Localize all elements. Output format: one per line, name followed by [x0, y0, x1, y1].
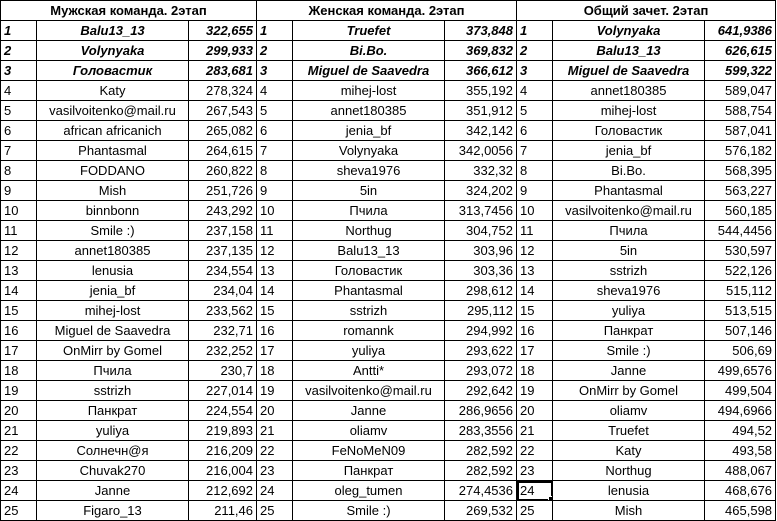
men-score-cell[interactable]: 265,082 — [189, 121, 257, 141]
women-player-cell[interactable]: oliamv — [293, 421, 445, 441]
table-row — [1, 321, 776, 341]
men-rank-cell[interactable]: 22 — [1, 441, 37, 461]
overall-score-cell[interactable]: 515,112 — [705, 281, 776, 301]
overall-score-cell[interactable]: 507,146 — [705, 321, 776, 341]
women-rank-cell[interactable]: 14 — [257, 281, 293, 301]
overall-rank-cell[interactable]: 16 — [517, 321, 553, 341]
women-score-cell[interactable]: 369,832 — [445, 41, 517, 61]
women-rank-cell[interactable]: 13 — [257, 261, 293, 281]
women-player-cell[interactable]: yuliya — [293, 341, 445, 361]
men-score-cell[interactable]: 234,554 — [189, 261, 257, 281]
men-score-cell[interactable]: 243,292 — [189, 201, 257, 221]
men-player-cell[interactable]: Janne — [37, 481, 189, 501]
women-score-cell[interactable]: 324,202 — [445, 181, 517, 201]
men-rank-cell[interactable]: 6 — [1, 121, 37, 141]
men-score-cell[interactable]: 251,726 — [189, 181, 257, 201]
overall-score-cell[interactable]: 493,58 — [705, 441, 776, 461]
overall-rank-cell[interactable]: 13 — [517, 261, 553, 281]
men-player-cell[interactable]: Smile :) — [37, 221, 189, 241]
overall-rank-cell[interactable]: 6 — [517, 121, 553, 141]
men-score-cell[interactable]: 227,014 — [189, 381, 257, 401]
overall-score-cell[interactable]: 587,041 — [705, 121, 776, 141]
overall-rank-cell[interactable]: 23 — [517, 461, 553, 481]
women-player-cell[interactable]: sstrizh — [293, 301, 445, 321]
men-rank-cell[interactable]: 24 — [1, 481, 37, 501]
overall-rank-cell[interactable]: 15 — [517, 301, 553, 321]
overall-player-cell[interactable]: Головастик — [553, 121, 705, 141]
women-rank-cell[interactable]: 19 — [257, 381, 293, 401]
table-row — [1, 261, 776, 281]
men-score-cell[interactable]: 283,681 — [189, 61, 257, 81]
table-row — [1, 461, 776, 481]
men-player-cell[interactable]: Volynyaka — [37, 41, 189, 61]
overall-rank-cell[interactable]: 18 — [517, 361, 553, 381]
overall-rank-cell[interactable]: 21 — [517, 421, 553, 441]
overall-player-cell[interactable]: Miguel de Saavedra — [553, 61, 705, 81]
section-header-women[interactable]: Женская команда. 2этап — [257, 1, 517, 21]
overall-rank-cell[interactable]: 19 — [517, 381, 553, 401]
overall-rank-cell[interactable]: 20 — [517, 401, 553, 421]
overall-player-cell[interactable]: sstrizh — [553, 261, 705, 281]
men-score-cell[interactable]: 234,04 — [189, 281, 257, 301]
men-player-cell[interactable]: Mish — [37, 181, 189, 201]
men-score-cell[interactable]: 237,158 — [189, 221, 257, 241]
men-player-cell[interactable]: OnMirr by Gomel — [37, 341, 189, 361]
men-score-cell[interactable]: 219,893 — [189, 421, 257, 441]
section-header-overall[interactable]: Общий зачет. 2этап — [517, 1, 776, 21]
table-row — [1, 301, 776, 321]
women-rank-cell[interactable]: 11 — [257, 221, 293, 241]
table-row — [1, 181, 776, 201]
table-row — [1, 221, 776, 241]
women-score-cell[interactable]: 303,36 — [445, 261, 517, 281]
overall-player-cell[interactable]: Панкрат — [553, 321, 705, 341]
overall-score-cell[interactable]: 488,067 — [705, 461, 776, 481]
women-score-cell[interactable]: 274,4536 — [445, 481, 517, 501]
overall-player-cell[interactable]: oliamv — [553, 401, 705, 421]
women-rank-cell[interactable]: 17 — [257, 341, 293, 361]
overall-player-cell[interactable]: mihej-lost — [553, 101, 705, 121]
women-score-cell[interactable]: 373,848 — [445, 21, 517, 41]
overall-rank-cell[interactable]: 11 — [517, 221, 553, 241]
overall-player-cell[interactable]: Katy — [553, 441, 705, 461]
women-rank-cell[interactable]: 15 — [257, 301, 293, 321]
women-player-cell[interactable]: Antti* — [293, 361, 445, 381]
table-row — [1, 501, 776, 521]
overall-player-cell[interactable]: Volynyaka — [553, 21, 705, 41]
table-row — [1, 241, 776, 261]
women-rank-cell[interactable]: 22 — [257, 441, 293, 461]
overall-score-cell[interactable]: 589,047 — [705, 81, 776, 101]
table-row — [1, 121, 776, 141]
men-rank-cell[interactable]: 11 — [1, 221, 37, 241]
overall-rank-cell[interactable]: 2 — [517, 41, 553, 61]
overall-player-cell[interactable]: lenusia — [553, 481, 705, 501]
men-rank-cell[interactable]: 17 — [1, 341, 37, 361]
women-score-cell[interactable]: 332,32 — [445, 161, 517, 181]
overall-player-cell[interactable]: Northug — [553, 461, 705, 481]
table-row — [1, 61, 776, 81]
women-player-cell[interactable]: FeNoMeN09 — [293, 441, 445, 461]
overall-score-cell[interactable]: 499,504 — [705, 381, 776, 401]
women-player-cell[interactable]: Smile :) — [293, 501, 445, 521]
men-rank-cell[interactable]: 12 — [1, 241, 37, 261]
women-score-cell[interactable]: 366,612 — [445, 61, 517, 81]
overall-score-cell[interactable]: 494,52 — [705, 421, 776, 441]
women-rank-cell[interactable]: 16 — [257, 321, 293, 341]
overall-player-cell[interactable]: Bi.Bo. — [553, 161, 705, 181]
women-score-cell[interactable]: 286,9656 — [445, 401, 517, 421]
overall-player-cell[interactable]: sheva1976 — [553, 281, 705, 301]
men-player-cell[interactable]: Figaro_13 — [37, 501, 189, 521]
overall-score-cell[interactable]: 530,597 — [705, 241, 776, 261]
women-player-cell[interactable]: Janne — [293, 401, 445, 421]
men-rank-cell[interactable]: 10 — [1, 201, 37, 221]
men-score-cell[interactable]: 216,004 — [189, 461, 257, 481]
overall-rank-cell[interactable]: 22 — [517, 441, 553, 461]
women-rank-cell[interactable]: 12 — [257, 241, 293, 261]
women-score-cell[interactable]: 269,532 — [445, 501, 517, 521]
men-player-cell[interactable]: Balu13_13 — [37, 21, 189, 41]
men-score-cell[interactable]: 212,692 — [189, 481, 257, 501]
women-player-cell[interactable]: Balu13_13 — [293, 241, 445, 261]
women-score-cell[interactable]: 355,192 — [445, 81, 517, 101]
women-score-cell[interactable]: 293,072 — [445, 361, 517, 381]
men-player-cell[interactable]: lenusia — [37, 261, 189, 281]
men-rank-cell[interactable]: 8 — [1, 161, 37, 181]
men-score-cell[interactable]: 260,822 — [189, 161, 257, 181]
men-player-cell[interactable]: jenia_bf — [37, 281, 189, 301]
women-rank-cell[interactable]: 8 — [257, 161, 293, 181]
women-rank-cell[interactable]: 18 — [257, 361, 293, 381]
overall-score-cell[interactable]: 568,395 — [705, 161, 776, 181]
overall-score-cell[interactable]: 522,126 — [705, 261, 776, 281]
men-rank-cell[interactable]: 5 — [1, 101, 37, 121]
men-score-cell[interactable]: 299,933 — [189, 41, 257, 61]
women-rank-cell[interactable]: 4 — [257, 81, 293, 101]
women-player-cell[interactable]: romannk — [293, 321, 445, 341]
men-player-cell[interactable]: Пчила — [37, 361, 189, 381]
women-rank-cell[interactable]: 24 — [257, 481, 293, 501]
women-rank-cell[interactable]: 5 — [257, 101, 293, 121]
table-row — [1, 381, 776, 401]
women-player-cell[interactable]: annet180385 — [293, 101, 445, 121]
women-rank-cell[interactable]: 2 — [257, 41, 293, 61]
women-player-cell[interactable]: oleg_tumen — [293, 481, 445, 501]
women-player-cell[interactable]: Bi.Bo. — [293, 41, 445, 61]
women-score-cell[interactable]: 303,96 — [445, 241, 517, 261]
women-player-cell[interactable]: Miguel de Saavedra — [293, 61, 445, 81]
overall-score-cell[interactable]: 560,185 — [705, 201, 776, 221]
men-player-cell[interactable]: mihej-lost — [37, 301, 189, 321]
men-player-cell[interactable]: Phantasmal — [37, 141, 189, 161]
women-rank-cell[interactable]: 10 — [257, 201, 293, 221]
overall-score-cell[interactable]: 494,6966 — [705, 401, 776, 421]
women-player-cell[interactable]: jenia_bf — [293, 121, 445, 141]
women-score-cell[interactable]: 293,622 — [445, 341, 517, 361]
men-player-cell[interactable]: sstrizh — [37, 381, 189, 401]
men-score-cell[interactable]: 230,7 — [189, 361, 257, 381]
overall-score-cell[interactable]: 499,6576 — [705, 361, 776, 381]
men-player-cell[interactable]: Miguel de Saavedra — [37, 321, 189, 341]
table-row — [1, 101, 776, 121]
women-player-cell[interactable]: Пчила — [293, 201, 445, 221]
men-player-cell[interactable]: binnbonn — [37, 201, 189, 221]
men-rank-cell[interactable]: 21 — [1, 421, 37, 441]
women-rank-cell[interactable]: 9 — [257, 181, 293, 201]
table-row — [1, 421, 776, 441]
men-rank-cell[interactable]: 20 — [1, 401, 37, 421]
table-row — [1, 441, 776, 461]
women-rank-cell[interactable]: 7 — [257, 141, 293, 161]
men-rank-cell[interactable]: 7 — [1, 141, 37, 161]
overall-score-cell[interactable]: 465,598 — [705, 501, 776, 521]
table-row — [1, 201, 776, 221]
men-score-cell[interactable]: 267,543 — [189, 101, 257, 121]
overall-score-cell[interactable]: 468,676 — [705, 481, 776, 501]
women-rank-cell[interactable]: 20 — [257, 401, 293, 421]
women-score-cell[interactable]: 283,3556 — [445, 421, 517, 441]
men-rank-cell[interactable]: 16 — [1, 321, 37, 341]
overall-score-cell[interactable]: 506,69 — [705, 341, 776, 361]
table-row — [1, 141, 776, 161]
men-score-cell[interactable]: 216,209 — [189, 441, 257, 461]
men-rank-cell[interactable]: 2 — [1, 41, 37, 61]
overall-score-cell[interactable]: 626,615 — [705, 41, 776, 61]
section-header-men[interactable]: Мужская команда. 2этап — [1, 1, 257, 21]
overall-player-cell[interactable]: Пчила — [553, 221, 705, 241]
overall-player-cell[interactable]: OnMirr by Gomel — [553, 381, 705, 401]
men-player-cell[interactable]: annet180385 — [37, 241, 189, 261]
overall-rank-cell[interactable]: 8 — [517, 161, 553, 181]
overall-rank-cell[interactable]: 3 — [517, 61, 553, 81]
women-score-cell[interactable]: 298,612 — [445, 281, 517, 301]
women-score-cell[interactable]: 292,642 — [445, 381, 517, 401]
men-rank-cell[interactable]: 18 — [1, 361, 37, 381]
header-row — [1, 1, 776, 21]
overall-rank-cell[interactable]: 4 — [517, 81, 553, 101]
overall-player-cell[interactable]: annet180385 — [553, 81, 705, 101]
men-player-cell[interactable]: african africanich — [37, 121, 189, 141]
men-player-cell[interactable]: FODDANO — [37, 161, 189, 181]
men-rank-cell[interactable]: 9 — [1, 181, 37, 201]
women-rank-cell[interactable]: 1 — [257, 21, 293, 41]
women-score-cell[interactable]: 342,0056 — [445, 141, 517, 161]
overall-player-cell[interactable]: Janne — [553, 361, 705, 381]
overall-rank-cell[interactable]: 5 — [517, 101, 553, 121]
overall-rank-cell[interactable]: 9 — [517, 181, 553, 201]
men-rank-cell[interactable]: 19 — [1, 381, 37, 401]
men-rank-cell[interactable]: 1 — [1, 21, 37, 41]
men-score-cell[interactable]: 233,562 — [189, 301, 257, 321]
women-player-cell[interactable]: Phantasmal — [293, 281, 445, 301]
women-player-cell[interactable]: Volynyaka — [293, 141, 445, 161]
women-score-cell[interactable]: 304,752 — [445, 221, 517, 241]
overall-score-cell[interactable]: 588,754 — [705, 101, 776, 121]
men-score-cell[interactable]: 322,655 — [189, 21, 257, 41]
overall-score-cell[interactable]: 563,227 — [705, 181, 776, 201]
men-rank-cell[interactable]: 14 — [1, 281, 37, 301]
table-row — [1, 41, 776, 61]
men-score-cell[interactable]: 278,324 — [189, 81, 257, 101]
women-score-cell[interactable]: 282,592 — [445, 461, 517, 481]
men-score-cell[interactable]: 224,554 — [189, 401, 257, 421]
overall-score-cell[interactable]: 641,9386 — [705, 21, 776, 41]
overall-rank-cell[interactable]: 1 — [517, 21, 553, 41]
table-row — [1, 81, 776, 101]
overall-player-cell[interactable]: vasilvoitenko@mail.ru — [553, 201, 705, 221]
women-player-cell[interactable]: Truefet — [293, 21, 445, 41]
women-player-cell[interactable]: sheva1976 — [293, 161, 445, 181]
men-rank-cell[interactable]: 3 — [1, 61, 37, 81]
overall-player-cell[interactable]: Smile :) — [553, 341, 705, 361]
women-rank-cell[interactable]: 6 — [257, 121, 293, 141]
women-score-cell[interactable]: 351,912 — [445, 101, 517, 121]
overall-player-cell[interactable]: Truefet — [553, 421, 705, 441]
women-player-cell[interactable]: 5in — [293, 181, 445, 201]
women-score-cell[interactable]: 313,7456 — [445, 201, 517, 221]
overall-rank-cell[interactable]: 7 — [517, 141, 553, 161]
women-player-cell[interactable]: Northug — [293, 221, 445, 241]
men-player-cell[interactable]: Панкрат — [37, 401, 189, 421]
table-row — [1, 341, 776, 361]
women-player-cell[interactable]: Головастик — [293, 261, 445, 281]
men-player-cell[interactable]: Katy — [37, 81, 189, 101]
women-rank-cell[interactable]: 3 — [257, 61, 293, 81]
men-score-cell[interactable]: 237,135 — [189, 241, 257, 261]
men-rank-cell[interactable]: 23 — [1, 461, 37, 481]
men-score-cell[interactable]: 264,615 — [189, 141, 257, 161]
table-row — [1, 361, 776, 381]
overall-player-cell[interactable]: Mish — [553, 501, 705, 521]
overall-player-cell[interactable]: jenia_bf — [553, 141, 705, 161]
men-player-cell[interactable]: Головастик — [37, 61, 189, 81]
women-rank-cell[interactable]: 21 — [257, 421, 293, 441]
overall-rank-cell[interactable]: 12 — [517, 241, 553, 261]
overall-rank-cell[interactable]: 14 — [517, 281, 553, 301]
men-rank-cell[interactable]: 13 — [1, 261, 37, 281]
men-score-cell[interactable]: 232,71 — [189, 321, 257, 341]
men-rank-cell[interactable]: 25 — [1, 501, 37, 521]
overall-player-cell[interactable]: yuliya — [553, 301, 705, 321]
overall-rank-cell[interactable]: 24 — [517, 481, 553, 501]
table-row — [1, 21, 776, 41]
overall-player-cell[interactable]: Balu13_13 — [553, 41, 705, 61]
women-score-cell[interactable]: 294,992 — [445, 321, 517, 341]
men-player-cell[interactable]: Chuvak270 — [37, 461, 189, 481]
men-rank-cell[interactable]: 15 — [1, 301, 37, 321]
overall-score-cell[interactable]: 513,515 — [705, 301, 776, 321]
overall-player-cell[interactable]: Phantasmal — [553, 181, 705, 201]
overall-player-cell[interactable]: 5in — [553, 241, 705, 261]
women-score-cell[interactable]: 282,592 — [445, 441, 517, 461]
overall-score-cell[interactable]: 599,322 — [705, 61, 776, 81]
women-player-cell[interactable]: vasilvoitenko@mail.ru — [293, 381, 445, 401]
women-rank-cell[interactable]: 23 — [257, 461, 293, 481]
overall-rank-cell[interactable]: 17 — [517, 341, 553, 361]
overall-score-cell[interactable]: 544,4456 — [705, 221, 776, 241]
women-rank-cell[interactable]: 25 — [257, 501, 293, 521]
women-score-cell[interactable]: 342,142 — [445, 121, 517, 141]
men-player-cell[interactable]: yuliya — [37, 421, 189, 441]
overall-rank-cell[interactable]: 25 — [517, 501, 553, 521]
women-player-cell[interactable]: mihej-lost — [293, 81, 445, 101]
men-rank-cell[interactable]: 4 — [1, 81, 37, 101]
men-player-cell[interactable]: vasilvoitenko@mail.ru — [37, 101, 189, 121]
table-row — [1, 481, 776, 501]
women-player-cell[interactable]: Панкрат — [293, 461, 445, 481]
table-row — [1, 281, 776, 301]
overall-score-cell[interactable]: 576,182 — [705, 141, 776, 161]
men-player-cell[interactable]: Солнечн@я — [37, 441, 189, 461]
men-score-cell[interactable]: 232,252 — [189, 341, 257, 361]
overall-rank-cell[interactable]: 10 — [517, 201, 553, 221]
table-row — [1, 161, 776, 181]
table-row — [1, 401, 776, 421]
women-score-cell[interactable]: 295,112 — [445, 301, 517, 321]
men-score-cell[interactable]: 211,46 — [189, 501, 257, 521]
